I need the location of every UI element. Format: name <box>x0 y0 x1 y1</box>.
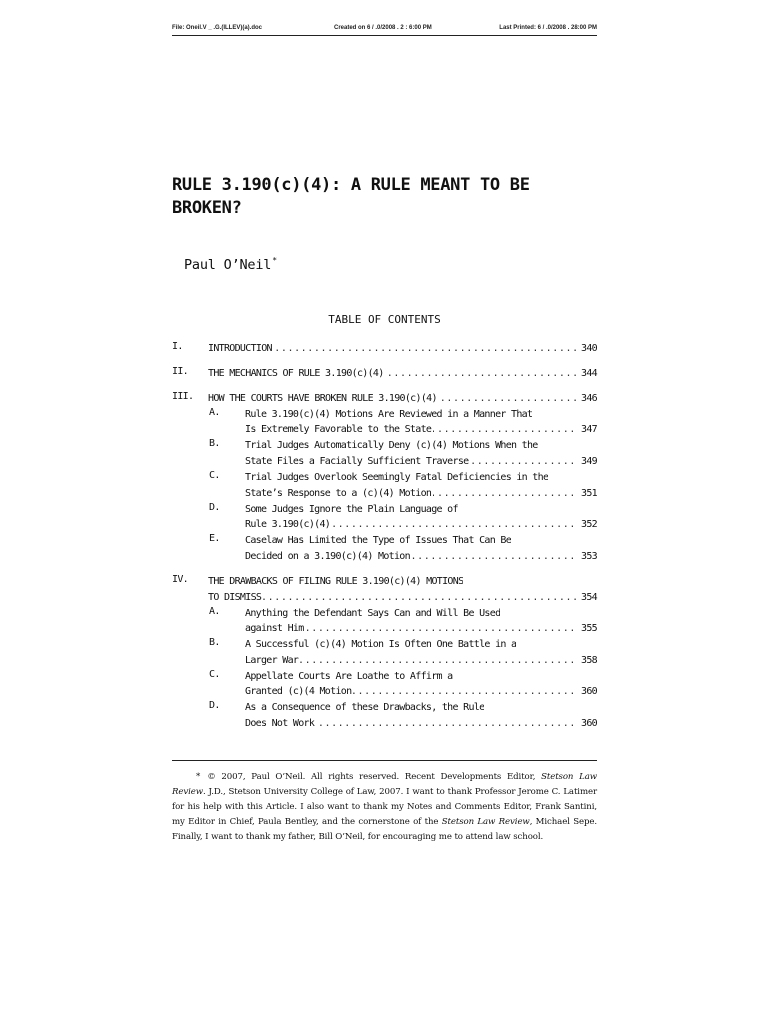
toc-page-number: 351 <box>581 487 597 499</box>
toc-entry-title-text: Larger War <box>245 654 299 666</box>
toc-entry-number: B. <box>209 438 220 450</box>
toc-entry-title-text: Trial Judges Automatically Deny (c)(4) Motions When the <box>245 440 538 452</box>
toc-entry-title <box>208 366 577 381</box>
toc-entry-number: B. <box>209 637 220 649</box>
toc-entry-title-text: INTRODUCTION <box>208 343 272 354</box>
toc-section-entry[interactable] <box>172 366 597 381</box>
toc-entry-title <box>245 621 577 636</box>
toc-entry-title-text: A Successful (c)(4) Motion Is Often One Battle in a <box>245 639 517 651</box>
author-name-text: Paul O’Neil <box>184 257 272 273</box>
toc-entry-title-text: Appellate Courts Are Loathe to Affirm a <box>245 670 453 682</box>
toc-entry-title <box>245 454 577 469</box>
footnote-journal-name-2: Stetson Law Review <box>441 817 530 827</box>
toc-entry-title <box>245 533 511 548</box>
toc-section-entry-continued[interactable] <box>172 590 597 605</box>
toc-entry-title <box>245 438 538 453</box>
header-file-name: File: Oneil.V _ .G.(ILLEV)(a).doc <box>172 25 263 31</box>
toc-page-number: 340 <box>581 343 597 354</box>
toc-entry-title <box>245 606 500 621</box>
toc-subsection-entry-continued[interactable] <box>172 653 597 668</box>
footnote-mark: * <box>196 772 201 782</box>
toc-entry-title <box>245 700 484 715</box>
toc-entry-title-text: Does Not Work <box>245 717 315 729</box>
toc-entry-title-text: As a Consequence of these Drawbacks, the Rule <box>245 702 485 714</box>
toc-subsection-entry-continued[interactable] <box>172 454 597 469</box>
toc-entry-title-text: Decided on a 3.190(c)(4) Motion <box>245 550 410 562</box>
toc-subsection-entry-continued[interactable] <box>172 684 597 699</box>
toc-entry-title <box>245 637 516 652</box>
toc-page-number: 349 <box>581 456 597 467</box>
footnote-journal-name-1: Stetson Law Review <box>172 772 597 797</box>
toc-entry-title <box>245 502 458 517</box>
toc-entry-number: A. <box>209 605 220 617</box>
toc-subsection-entry[interactable] <box>172 502 597 517</box>
toc-subsection-entry[interactable] <box>172 669 597 684</box>
header-last-printed: Last Printed: 6 / .0/2008 . 28:00 PM <box>499 25 597 31</box>
toc-entry-title-text: State’s Response to a (c)(4) Motion <box>245 487 432 499</box>
toc-page-number: 353 <box>581 550 597 562</box>
article-title-line-1: RULE 3.190(c)(4): A RULE MEANT TO BE <box>172 175 530 195</box>
toc-entry-title-text: TO DISMISS <box>208 591 262 603</box>
toc-entry-number: D. <box>209 501 220 513</box>
toc-entry-title-text: State Files a Facially Sufficient Traverse <box>245 456 469 467</box>
toc-entry-title-text: Some Judges Ignore the Plain Language of <box>245 503 458 515</box>
toc-page-number: 347 <box>581 424 597 436</box>
toc-subsection-entry[interactable] <box>172 438 597 453</box>
toc-entry-title <box>245 684 577 699</box>
toc-entry-title-text: Rule 3.190(c)(4) <box>245 519 331 531</box>
toc-subsection-entry-continued[interactable] <box>172 549 597 564</box>
toc-heading: TABLE OF CONTENTS <box>328 313 441 326</box>
author-footnote-mark[interactable]: * <box>272 256 277 265</box>
toc-entry-title-text: Granted (c)(4 Motion <box>245 686 352 698</box>
article-title-line-2: BROKEN? <box>172 198 242 218</box>
toc-entry-title-text: Trial Judges Overlook Seemingly Fatal Deficiencies in the <box>245 472 549 483</box>
toc-entry-number: E. <box>209 533 220 545</box>
toc-entry-number: I. <box>172 341 183 352</box>
toc-entry-title <box>245 407 532 422</box>
toc-page-number: 358 <box>581 654 597 666</box>
toc-subsection-entry[interactable] <box>172 606 597 621</box>
toc-entry-number: II. <box>172 366 188 378</box>
toc-subsection-entry-continued[interactable] <box>172 486 597 501</box>
footnote-divider <box>172 760 597 761</box>
toc-page-number: 360 <box>581 717 597 729</box>
toc-entry-title <box>208 590 577 605</box>
toc-subsection-entry-continued[interactable] <box>172 621 597 636</box>
toc-entry-title-text: Anything the Defendant Says Can and Will Be Used <box>245 607 501 619</box>
toc-entry-title <box>208 341 577 356</box>
toc-section-entry[interactable] <box>172 391 597 406</box>
toc-entry-title-text: against Him <box>245 623 304 635</box>
toc-page-number: 354 <box>581 591 597 603</box>
toc-entry-title <box>245 653 577 668</box>
toc-entry-title-text: HOW THE COURTS HAVE BROKEN RULE 3.190(c)(4) <box>208 393 437 405</box>
toc-entry-title <box>208 574 463 589</box>
article-title <box>172 174 572 220</box>
toc-entry-title <box>245 422 577 437</box>
toc-entry-title-text: Rule 3.190(c)(4) Motions Are Reviewed in a Manner That <box>245 408 533 420</box>
toc-subsection-entry[interactable] <box>172 637 597 652</box>
toc-entry-number: IV. <box>172 574 188 586</box>
toc-entry-title <box>245 716 577 731</box>
toc-entry-title-text: Caselaw Has Limited the Type of Issues That Can Be <box>245 535 512 547</box>
toc-section-entry[interactable] <box>172 341 597 356</box>
toc-page-number: 346 <box>581 393 597 405</box>
footnote-text-2: . J.D., Stetson University College of Law, 2007. I want to thank Professor Jerome C. Latimer for his help with this Article. I also want to thank my Notes and Comments Editor, Frank Santini, my Editor in Chief, Paula Bentley, and the cornerstone of the <box>172 787 597 827</box>
toc-entry-title-text: THE DRAWBACKS OF FILING RULE 3.190(c)(4) MOTIONS <box>208 576 464 588</box>
toc-entry-number: C. <box>209 470 220 481</box>
toc-entry-title <box>245 470 548 485</box>
toc-subsection-entry[interactable] <box>172 470 597 485</box>
toc-subsection-entry-continued[interactable] <box>172 517 597 532</box>
toc-entry-title <box>245 517 577 532</box>
toc-page-number: 360 <box>581 686 597 698</box>
author-footnote <box>172 770 597 845</box>
toc-subsection-entry[interactable] <box>172 407 597 422</box>
toc-entry-title <box>245 549 577 564</box>
toc-entry-title-text: Is Extremely Favorable to the State <box>245 424 432 436</box>
toc-section-entry[interactable] <box>172 574 597 589</box>
toc-page-number: 352 <box>581 519 597 531</box>
author-name <box>184 256 277 273</box>
header-divider <box>172 35 597 36</box>
toc-subsection-entry-continued[interactable] <box>172 716 597 731</box>
toc-entry-title <box>208 391 577 406</box>
toc-entry-number: A. <box>209 406 220 418</box>
toc-entry-title <box>245 669 453 684</box>
footnote-text-1: © 2007, Paul O’Neil. All rights reserved. Recent Developments Editor, <box>207 772 542 782</box>
toc-subsection-entry-continued[interactable] <box>172 422 597 437</box>
toc-subsection-entry[interactable] <box>172 533 597 548</box>
toc-entry-number: C. <box>209 668 220 680</box>
toc-page-number: 344 <box>581 368 597 380</box>
header-created-date: Created on 6 / .0/2008 . 2 : 6:00 PM <box>334 25 432 31</box>
toc-subsection-entry[interactable] <box>172 700 597 715</box>
toc-entry-number: D. <box>209 700 220 712</box>
toc-entry-title-text: THE MECHANICS OF RULE 3.190(c)(4) <box>208 368 384 380</box>
toc-entry-title <box>245 486 577 501</box>
toc-entry-number: III. <box>172 391 194 403</box>
toc-page-number: 355 <box>581 623 597 635</box>
footnote-text-3: , Michael Sepe. Finally, I want to thank my father, Bill O’Neil, for encouraging me to attend law school. <box>172 817 597 842</box>
